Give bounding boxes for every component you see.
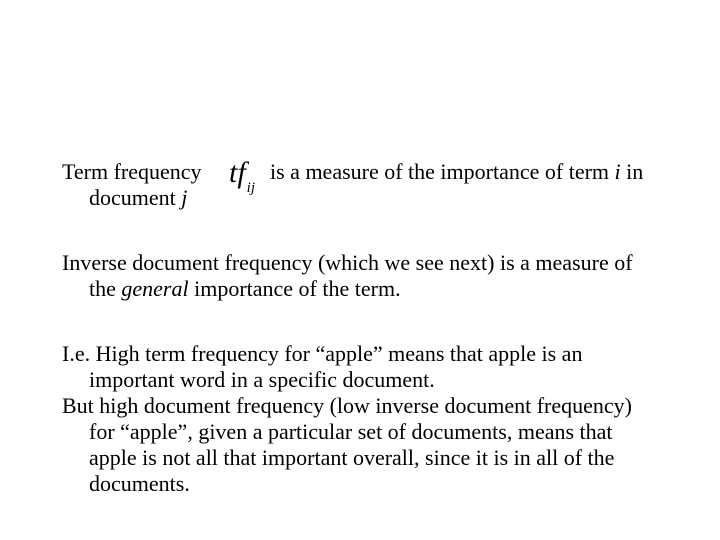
tf-line-1-rest — [270, 159, 643, 185]
tf-rest-text-b: in — [626, 159, 644, 184]
idf-line2-a: the — [89, 276, 116, 301]
example-line-4: for “apple”, given a particular set of documents, means that — [89, 419, 613, 444]
idf-line-2 — [62, 276, 712, 302]
example-line-3: But high document frequency (low inverse document frequency) — [62, 393, 632, 418]
idf-definition — [62, 250, 712, 302]
example-line-2: important word in a specific document. — [89, 367, 435, 392]
example-line-6: documents. — [89, 471, 190, 496]
tf-line2-text: document — [89, 185, 176, 210]
idf-line2-b: importance of the term. — [194, 276, 401, 301]
example-line-5: apple is not all that important overall, since it is in all of the — [89, 445, 615, 470]
formula-tf: tf — [229, 156, 246, 189]
idf-line-1: Inverse document frequency (which we see next) is a measure of — [62, 250, 633, 275]
tf-rest-text-a: is a measure of the importance of term — [270, 159, 610, 184]
formula-subscript-ij: ij — [246, 180, 256, 196]
tf-ij-formula — [229, 157, 255, 201]
tf-lead-text: Term frequency — [62, 159, 202, 184]
apple-example — [62, 341, 712, 497]
var-i: i — [614, 159, 621, 184]
var-j: j — [181, 185, 188, 210]
tf-line-2 — [62, 185, 712, 211]
idf-line2-emphasis: general — [121, 276, 189, 301]
example-line-1: I.e. High term frequency for “apple” means that apple is an — [62, 341, 583, 366]
